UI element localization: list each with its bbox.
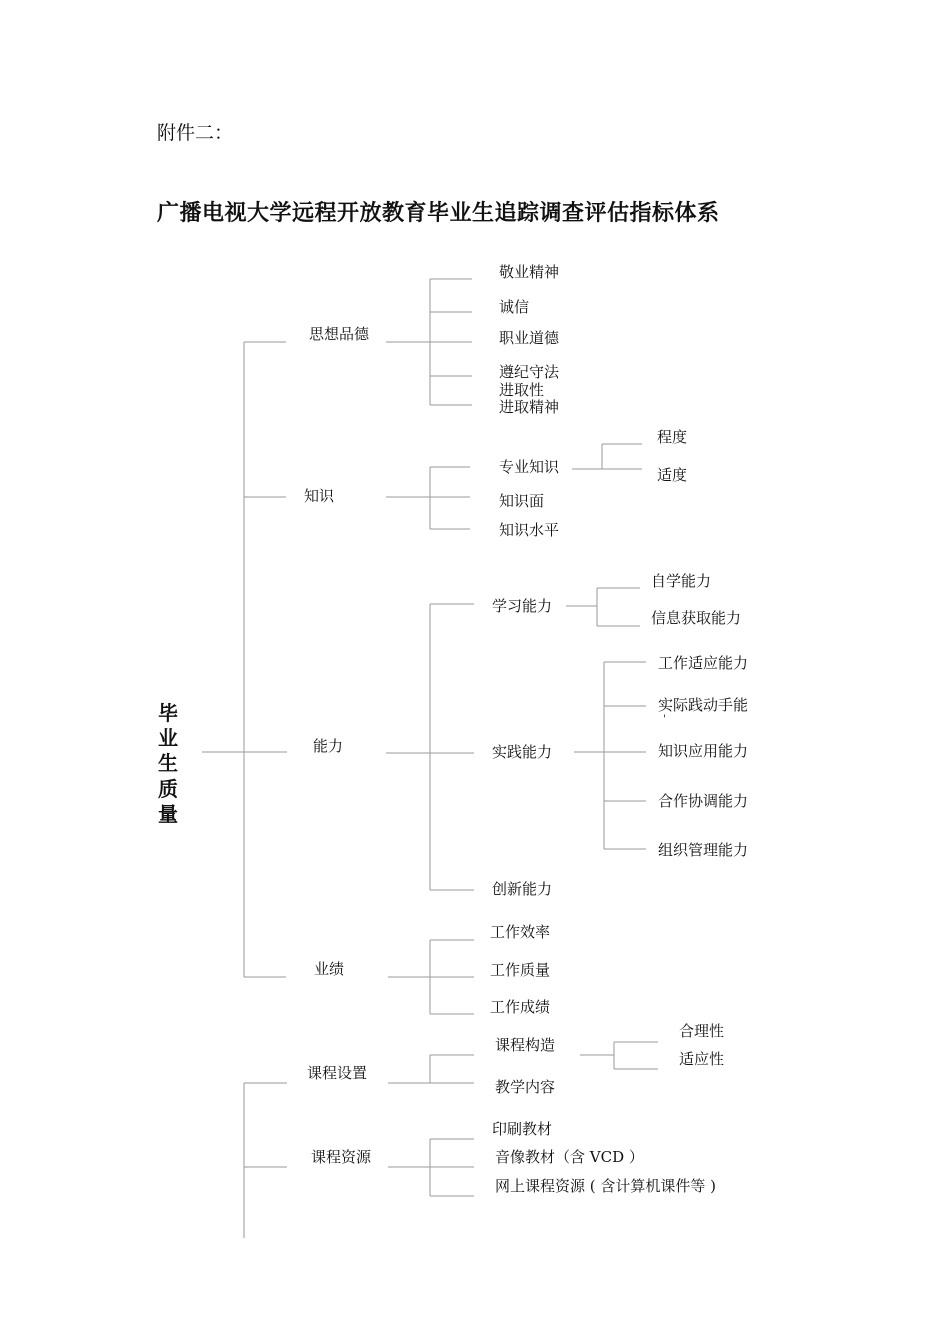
node-leaf: 工作适应能力 <box>658 654 749 672</box>
node-performance: 业绩 <box>314 960 345 978</box>
node-ability: 能力 <box>313 737 344 755</box>
node-leaf: 合作协调能力 <box>658 792 749 810</box>
node-leaf: 信息获取能力 <box>651 609 742 627</box>
node-curriculum-structure: 课程构造 <box>495 1036 556 1054</box>
root-char: 毕 <box>158 701 178 725</box>
node-leaf: 诚信 <box>499 298 530 316</box>
node-leaf: 合理性 <box>679 1022 725 1040</box>
root-char: 质 <box>158 777 178 801</box>
attachment-label: 附件二： <box>157 122 234 144</box>
root-char: 生 <box>158 751 178 775</box>
node-curriculum-resources: 课程资源 <box>311 1148 372 1166</box>
node-curriculum-setup: 课程设置 <box>307 1064 368 1082</box>
node-leaf: 适应性 <box>679 1050 725 1068</box>
node-leaf: 程度 <box>657 428 688 446</box>
node-moral: 思想品德 <box>309 325 370 343</box>
node-leaf: 工作质量 <box>490 961 551 979</box>
node-leaf: 进取精神 <box>499 398 560 416</box>
node-leaf: 职业道德 <box>499 329 560 347</box>
tree-connectors <box>202 279 658 1238</box>
node-knowledge: 知识 <box>304 487 335 505</box>
node-learning-ability: 学习能力 <box>492 597 553 615</box>
node-leaf: 知识水平 <box>499 521 560 539</box>
node-leaf: 工作成绩 <box>490 998 551 1016</box>
node-practice-ability: 实践能力 <box>492 743 553 761</box>
node-leaf: 进取性 <box>499 381 545 399</box>
node-leaf: 适度 <box>657 466 688 484</box>
node-leaf: 遵纪守法 <box>499 363 560 381</box>
node-specialty-knowledge: 专业知识 <box>499 458 560 476</box>
node-leaf: 音像教材（含 VCD ） <box>495 1148 644 1166</box>
node-leaf: 网上课程资源 ( 含计算机课件等 ) <box>495 1177 717 1195</box>
node-leaf: 教学内容 <box>495 1078 556 1096</box>
root-char: 业 <box>158 726 178 750</box>
root-label-graduate-quality <box>158 701 178 826</box>
node-innovation-ability: 创新能力 <box>492 880 553 898</box>
node-leaf: 敬业精神 <box>499 263 560 281</box>
page-title: 广播电视大学远程开放教育毕业生追踪调查评估指标体系 <box>157 201 720 226</box>
node-leaf: 组织管理能力 <box>658 841 749 859</box>
stray-mark: ' <box>663 714 666 725</box>
node-leaf: 知识面 <box>499 492 545 510</box>
node-leaf: 自学能力 <box>651 572 712 590</box>
node-leaf: 印刷教材 <box>492 1120 553 1138</box>
node-leaf: 实际践动手能 <box>658 696 749 714</box>
node-leaf: 工作效率 <box>490 923 551 941</box>
node-leaf: 知识应用能力 <box>658 742 749 760</box>
root-char: 量 <box>158 802 178 826</box>
